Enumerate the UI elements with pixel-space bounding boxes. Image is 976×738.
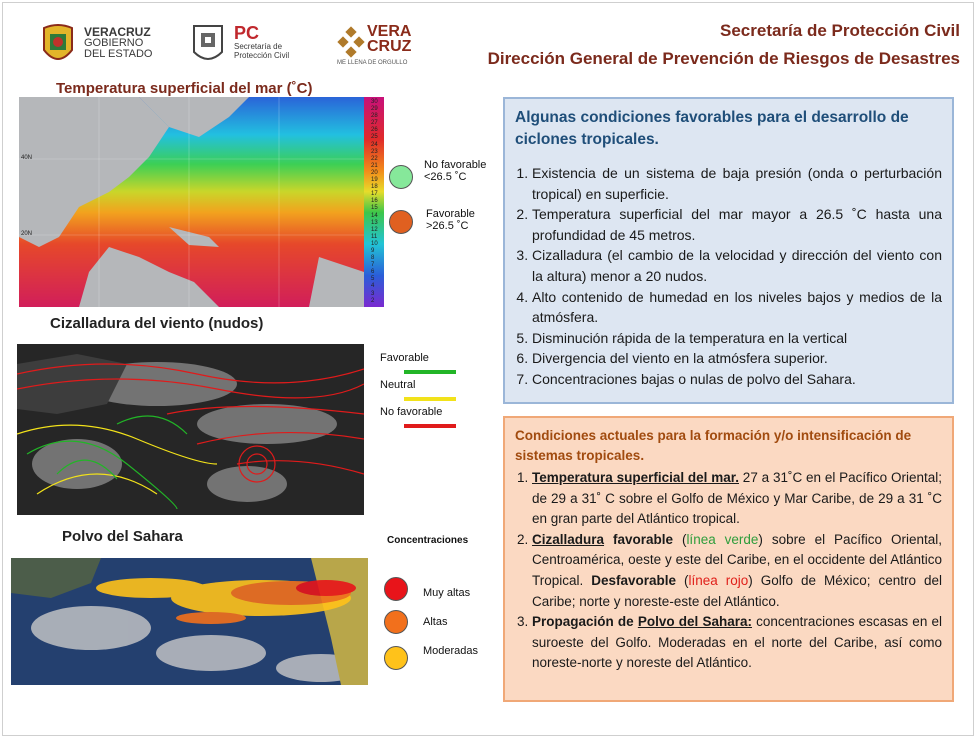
logo-line: VERA xyxy=(367,23,412,40)
sst-scale-tick: 20 xyxy=(371,169,378,176)
item-heading-suffix: favorable xyxy=(604,531,673,547)
sst-scale-tick: 21 xyxy=(371,162,378,169)
shear-legend-not-favorable-label: No favorable xyxy=(380,406,443,418)
sst-map-image xyxy=(19,97,384,307)
shear-legend-favorable-line xyxy=(404,370,456,374)
item-text: ) Golfo de México; centro del Caribe; norte y noreste-este del Atlántico. xyxy=(532,572,942,609)
dust-legend-moderate-label: Moderadas xyxy=(423,645,479,657)
ornament-icon xyxy=(337,26,365,60)
sst-scale-tick: 14 xyxy=(371,212,378,219)
current-conditions-list xyxy=(515,468,942,674)
item-text: ) sobre el Pacífico Oriental, Centroamérica, oeste y este del Caribe, en el occidente del Atlántico Tropical. xyxy=(532,531,942,588)
sst-scale-tick: 8 xyxy=(371,255,375,262)
lat-label: 40N xyxy=(21,155,33,161)
legend-text: >26.5 ˚C xyxy=(426,220,469,232)
logo-line: DEL ESTADO xyxy=(84,48,153,60)
legend-text: <26.5 ˚C xyxy=(424,171,467,183)
item-heading: Cizalladura xyxy=(532,531,605,547)
sst-scale-tick: 27 xyxy=(371,120,378,127)
sst-scale-tick: 28 xyxy=(371,113,378,120)
current-conditions-title: Condiciones actuales para la formación y/o intensificación de sistemas tropicales. xyxy=(515,428,912,463)
sst-scale-tick: 10 xyxy=(371,240,378,247)
sst-scale-tick: 24 xyxy=(371,141,378,148)
shear-title: Cizalladura del viento (nudos) xyxy=(50,315,264,332)
sst-scale-tick: 3 xyxy=(371,290,375,297)
sst-scale-tick: 30 xyxy=(371,99,378,105)
item-text: ( xyxy=(676,572,689,588)
sst-scale-tick: 16 xyxy=(371,198,378,205)
sst-scale-tick: 12 xyxy=(371,226,378,233)
sst-legend-not-favorable-label xyxy=(424,159,486,183)
dust-legend-title: Concentraciones xyxy=(387,535,469,546)
logo-tagline: ME LLENA DE ORGULLO xyxy=(337,60,408,66)
shear-map xyxy=(17,344,364,515)
sst-scale-tick: 25 xyxy=(371,134,378,141)
lat-label: 20N xyxy=(21,231,33,237)
shear-legend-not-favorable-line xyxy=(404,424,456,428)
pc-shield-icon xyxy=(190,22,226,68)
item-text: ( xyxy=(673,531,687,547)
list-item: 6. Divergencia del viento en la atmósfera superior. xyxy=(532,348,942,369)
sst-scale-tick: 2 xyxy=(371,297,375,304)
sst-scale-tick: 13 xyxy=(371,219,378,226)
dust-legend-very-high-dot xyxy=(384,577,408,601)
dust-map-image xyxy=(11,558,368,685)
sst-scale-tick: 7 xyxy=(371,262,375,269)
item-text: concentraciones escasas en el suroeste del Golfo. Moderadas en el norte del Caribe, así como noreste-norte y noreste del Atlántico. xyxy=(532,614,942,671)
sst-scale-tick: 23 xyxy=(371,148,378,155)
red-line-text: línea rojo xyxy=(688,572,749,588)
unfavorable-text: Desfavorable xyxy=(591,572,677,588)
favorable-conditions-list xyxy=(515,163,942,390)
dust-legend-very-high-label: Muy altas xyxy=(423,587,471,599)
sst-scale-tick: 18 xyxy=(371,184,378,191)
item-text: 27 a 31˚C en el Pacífico Oriental; de 29 a 31˚ C sobre el Golfo de México y Mar Caribe, de 29 a 31 ˚C en gran parte del Atlántico tropical. xyxy=(532,470,942,527)
shear-map-image xyxy=(17,344,364,515)
sst-scale-tick: 22 xyxy=(371,155,378,162)
list-item: 4. Alto contenido de humedad en los niveles bajos y medios de la atmósfera. xyxy=(532,287,942,328)
dust-legend-high-dot xyxy=(384,610,408,634)
sst-scale-tick: 6 xyxy=(371,269,375,276)
list-item-shear xyxy=(532,530,942,612)
sst-scale-tick: 17 xyxy=(371,191,378,198)
logo-line: GOBIERNO xyxy=(84,37,144,49)
list-item-dust xyxy=(532,612,942,674)
shear-legend-favorable-label: Favorable xyxy=(380,352,429,364)
list-item: 7. Concentraciones bajas o nulas de polvo del Sahara. xyxy=(532,369,942,390)
legend-text: Favorable xyxy=(426,208,475,220)
sst-scale-tick: 26 xyxy=(371,127,378,134)
proteccion-civil-logo xyxy=(188,20,308,70)
sst-legend-not-favorable-dot xyxy=(389,165,413,189)
veracruz-orgullo-logo xyxy=(335,20,425,70)
list-item: 1. Existencia de un sistema de baja presión (onda o perturbación tropical) en superficie. xyxy=(532,163,942,204)
shear-legend-neutral-label: Neutral xyxy=(380,379,416,391)
list-item: 2. Temperatura superficial del mar mayor a 26.5 ˚C hasta una profundidad de 45 metros. xyxy=(532,204,942,245)
sst-legend-favorable-dot xyxy=(389,210,413,234)
sst-map xyxy=(19,97,384,307)
list-item-sst xyxy=(532,468,942,530)
sst-scale-tick: 29 xyxy=(371,106,378,113)
sst-scale-tick: 5 xyxy=(371,276,375,283)
list-item: 3. Cizalladura (el cambio de la velocidad y dirección del viento con la altura) menor a 20 nudos. xyxy=(532,245,942,286)
item-heading-underlined: Polvo del Sahara: xyxy=(637,614,752,630)
veracruz-government-logo xyxy=(40,20,160,70)
logo-line: Secretaría de xyxy=(234,42,283,51)
sst-scale-tick: 15 xyxy=(371,205,378,212)
dust-title: Polvo del Sahara xyxy=(62,528,183,545)
item-heading: Propagación de xyxy=(532,614,638,630)
pc-abbreviation: PC xyxy=(234,23,260,43)
shear-legend-neutral-line xyxy=(404,397,456,401)
header-title-direccion: Dirección General de Prevención de Riesgos de Desastres xyxy=(487,49,960,68)
dust-legend-high-label: Altas xyxy=(423,616,448,628)
sst-scale-ticks xyxy=(371,99,384,305)
green-line-text: línea verde xyxy=(686,531,759,547)
sst-scale-tick: 11 xyxy=(371,233,378,240)
item-heading: Temperatura superficial del mar. xyxy=(532,470,739,485)
sst-scale-tick: 9 xyxy=(371,247,375,254)
sst-scale-tick: 19 xyxy=(371,177,378,184)
dust-map xyxy=(11,558,368,685)
logo-line: VERACRUZ xyxy=(84,25,151,39)
sst-title: Temperatura superficial del mar (˚C) xyxy=(56,80,313,97)
logo-line: CRUZ xyxy=(367,38,412,55)
legend-text: No favorable xyxy=(424,159,487,171)
dust-legend-moderate-dot xyxy=(384,646,408,670)
sst-legend-favorable-label xyxy=(426,208,475,232)
coat-of-arms-icon xyxy=(40,22,76,68)
current-conditions-box xyxy=(503,416,954,702)
favorable-conditions-title: Algunas condiciones favorables para el desarrollo de ciclones tropicales. xyxy=(515,109,909,148)
header-title-secretaria: Secretaría de Protección Civil xyxy=(720,21,960,40)
logo-line: Protección Civil xyxy=(234,51,290,60)
list-item: 5. Disminución rápida de la temperatura en la vertical xyxy=(532,328,942,349)
favorable-conditions-box xyxy=(503,97,954,404)
sst-scale-tick: 4 xyxy=(371,283,375,290)
